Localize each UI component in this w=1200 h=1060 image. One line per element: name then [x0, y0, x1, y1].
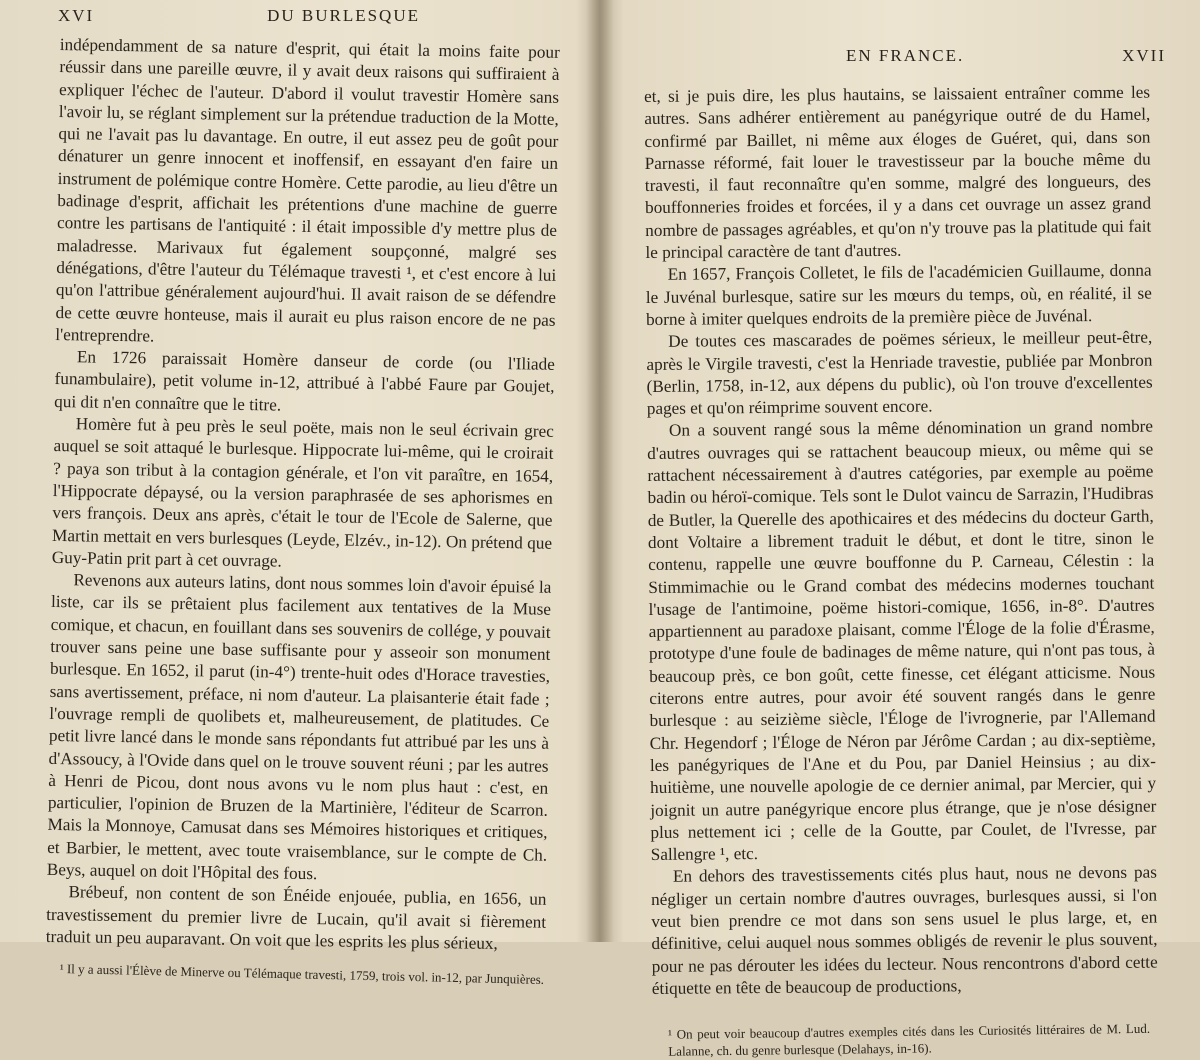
right-running-head	[846, 46, 1166, 66]
right-body-text	[644, 82, 1158, 1001]
paragraph: indépendamment de sa nature d'esprit, qui était la moins faite pour réussir dans une pareille œuvre, il y avait deux raisons qui suffiraient à expliquer l'échec de l'auteur. D'abord il voulut travestir Homère sans l'avoir lu, se réglant simplement sur la prétendue traduction de la Motte, qui ne l'avait pas lu davantage. En outre, il eut assez peu de goût pour dénaturer un genre innocent et inoffensif, en essayant d'en faire un instrument de polémique contre Homère. Cette parodie, au lieu d'être un badinage d'esprit, affichait les prétentions d'une machine de guerre contre les partisans de l'antiquité : il était impossible d'y mettre plus de maladresse. Marivaux fut également soupçonné, malgré ses dénégations, d'être l'auteur du Télémaque travesti ¹, et c'est encore à lui qu'on l'attribue généralement aujourd'hui. Il avait raison de se défendre de cette œuvre honteuse, mais il aurait eu plus raison encore de ne pas l'entreprendre.	[55, 34, 560, 346]
paragraph: En 1726 paraissait Homère danseur de corde (ou l'Iliade funambulaire), petit volume in-12, attribué à l'abbé Faure par Goujet, qui dit n'en connaître que le titre.	[54, 347, 556, 415]
paragraph: Brébeuf, non content de son Énéide enjouée, publia, en 1656, un travestissement du premier livre de Lucain, qu'il avait si fièrement traduit un peu auparavant. On voit que les esprits les plus sérieux,	[45, 882, 547, 953]
left-running-title: DU BURLESQUE	[267, 6, 420, 25]
left-body-text	[46, 34, 560, 956]
paragraph: et, si je puis dire, les plus hautains, se laissaient entraîner comme les autres. Sans adhérer entièrement au panégyrique outré de du Hamel, confirmé par Baillet, ni même aux éloges de Guéret, qui, dans son Parnasse réformé, fait louer le travestisseur par la bouche même du travesti, il faut reconnaître qu'en somme, malgré des longueurs, des bouffonneries froides et forcées, il y a dans cet ouvrage un assez grand nombre de passages agréables, et qu'on n'y trouve pas la platitude qui fait le principal caractère de tant d'autres.	[644, 82, 1152, 263]
paragraph: En 1657, François Colletet, le fils de l'académicien Guillaume, donna le Juvénal burlesque, satire sur les mœurs du temps, où, en réalité, il se borne à imiter quelques endroits de la première pièce de Juvénal.	[645, 260, 1152, 329]
paragraph: Homère fut à peu près le seul poëte, mais non le seul écrivain grec auquel se soit attaqué le burlesque. Hippocrate lui-même, qui le croirait ? paya son tribut à la contagion générale, et l'on vit paraître, en 1654, l'Hippocrate dépaysé, ou la version paraphrasée de ses aphorismes en vers françois. Deux ans après, c'était le tour de l'Ecole de Salerne, que Martin mettait en vers burlesques (Leyde, Elzév., in-12). On prétend que Guy-Patin prit part à cet ouvrage.	[51, 414, 554, 571]
paragraph: En dehors des travestissements cités plus haut, nous ne devons pas négliger un certain nombre d'autres ouvrages, burlesques aussi, si l'on veut bien prendre ce mot dans son sens usuel le plus large, et, en définitive, celui auquel nous sommes obligés de revenir le plus souvent, pour ne pas dérouter les idées du lecteur. Nous rencontrons d'abord cette étiquette en tête de beaucoup de productions,	[651, 862, 1158, 998]
left-footnote: ¹ Il y a aussi l'Élève de Minerve ou Télémaque travesti, 1759, trois vol. in-12, par Junquières.	[59, 961, 545, 988]
paragraph: De toutes ces mascarades de poëmes sérieux, le meilleur peut-être, après le Virgile travesti, c'est la Henriade travestie, publiée par Monbron (Berlin, 1758, in-12, aux dépens du public), où l'on trouve d'excellentes pages et qu'on réimprime souvent encore.	[646, 327, 1153, 419]
right-page	[610, 0, 1200, 1059]
paragraph: On a souvent rangé sous la même dénomination un grand nombre d'autres ouvrages qui se rattachent beaucoup mieux, ou même qui se rattachent nécessairement à d'autres catégories, par exemple au poëme badin ou héroï-comique. Tels sont le Dulot vaincu de Sarrazin, l'Hudibras de Butler, la Querelle des apothicaires et des médecins du docteur Garth, dont Voltaire a librement traduit le début, et dont le titre, sinon le contenu, rappelle une œuvre bouffonne du P. Carneau, Célestin : la Stimmimachie ou le Grand combat des médecins modernes touchant l'usage de l'antimoine, poëme histori-comique, 1656, in-8°. D'autres appartiennent au paradoxe plaisant, comme l'Éloge de la folie d'Érasme, prototype d'une foule de badinages de même nature, qui n'ont pas tous, à beaucoup près, ce bon goût, cette finesse, cet élégant atticisme. Nous citerons entre autres, pour avoir été souvent rangés dans le genre burlesque : au seizième siècle, l'Éloge de l'ivrognerie, par l'Allemand Chr. Hegendorf ; l'Éloge de Néron par Jérôme Cardan ; au dix-septième, les panégyriques de l'Ane et du Pou, par Daniel Heinsius ; au dix-huitième, une nouvelle apologie de ce dernier animal, par Mercier, qui y joignit un autre panégyrique encore plus étrange, que je n'ose désigner plus nettement ici ; celle de la Goutte, par Coulet, de l'Ivresse, par Sallengre ¹, etc.	[647, 417, 1157, 865]
paragraph: Revenons aux auteurs latins, dont nous sommes loin d'avoir épuisé la liste, car ils se prêtaient plus facilement aux tentatives de la Muse comique, et chacun, en fouillant dans ses souvenirs de collége, y pouvait trouver sans peine une base suffisante pour y asseoir son monument burlesque. En 1652, il parut (in-4°) trente-huit odes d'Horace travesties, sans avertissement, préface, ni nom d'auteur. La plaisanterie était fade ; l'ouvrage rempli de quolibets et, malheureusement, de platitudes. Ce petit livre lancé dans le monde sans répondants fut attribué par les uns à d'Assoucy, à l'Ovide dans quel on le trouve souvent réuni ; par les autres à Henri de Picou, dont nous avons vu le nom plus haut : c'est, en particulier, l'opinion de Bruzen de la Martinière, l'éditeur de Scarron. Mais la Monnoye, Camusat dans ses Mémoires historiques et critiques, et Barbier, le mettent, avec toute vraisemblance, sur le compte de Ch. Beys, auquel on doit l'Hôpital des fous.	[46, 570, 552, 884]
right-running-title: EN FRANCE.	[846, 46, 965, 65]
left-running-head	[60, 6, 560, 26]
right-folio: XVII	[1122, 46, 1166, 65]
left-page	[0, 0, 590, 988]
right-footnote: ¹ On peut voir beaucoup d'autres exemples cités dans les Curiosités littéraires de M. Lud. Lalanne, ch. du genre burlesque (Delahays, in-16).	[668, 1020, 1151, 1059]
left-folio: XVI	[58, 6, 95, 25]
